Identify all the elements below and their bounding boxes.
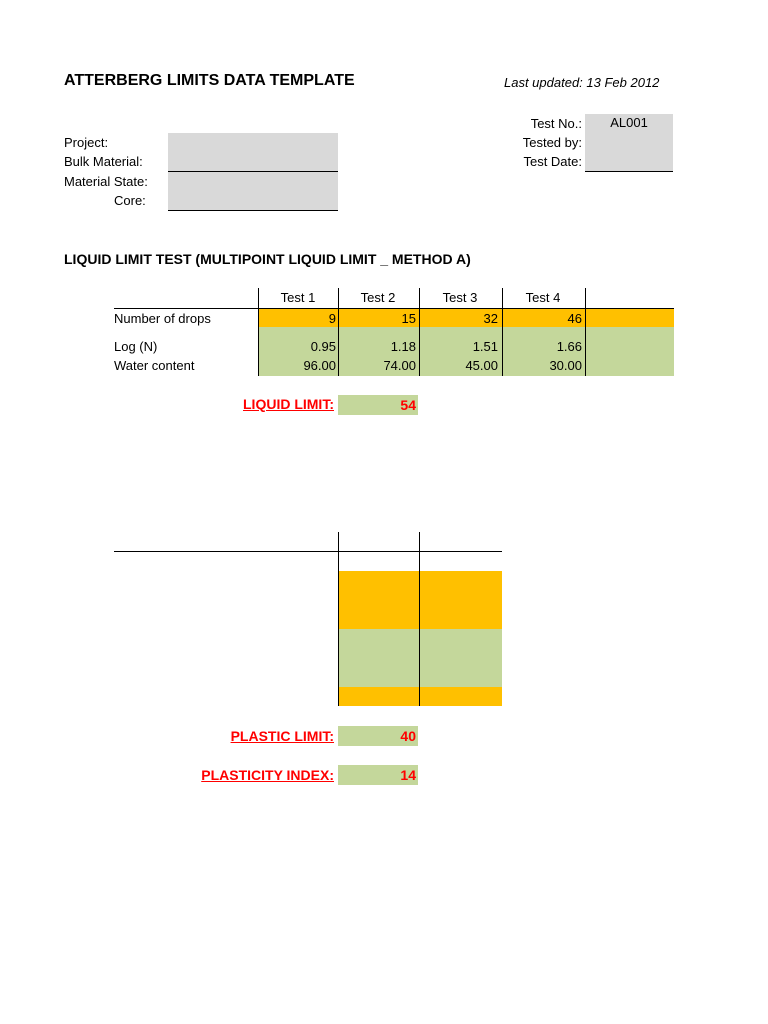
col-header-test-4: Test 4 [525, 290, 561, 305]
plastic-orange-band [338, 571, 502, 629]
liquid-limit-label: LIQUID LIMIT: [243, 396, 334, 412]
core-label: Core: [114, 193, 146, 208]
test-date-field[interactable] [585, 152, 673, 172]
test-no-field[interactable]: AL001 [585, 114, 673, 134]
plasticity-index-label: PLASTICITY INDEX: [201, 767, 334, 783]
plastic-limit-label: PLASTIC LIMIT: [230, 728, 334, 744]
drops-value[interactable]: 32 [483, 311, 498, 326]
water-content-value: 45.00 [465, 358, 498, 373]
col-header-test-1: Test 1 [280, 290, 316, 305]
drops-value[interactable]: 15 [401, 311, 416, 326]
project-label: Project: [64, 135, 109, 150]
test-date-label: Test Date: [523, 154, 582, 169]
test-no-label: Test No.: [530, 116, 582, 131]
drops-value[interactable]: 9 [328, 311, 336, 326]
liquid-limit-section-title: LIQUID LIMIT TEST (MULTIPOINT LIQUID LIMIT _ METHOD A) [64, 251, 471, 267]
plastic-green-band [338, 629, 502, 687]
drops-value[interactable]: 46 [567, 311, 582, 326]
logn-value: 1.51 [472, 339, 498, 354]
row-label-drops: Number of drops [114, 311, 211, 326]
col-header-test-2: Test 2 [360, 290, 396, 305]
last-updated: Last updated: 13 Feb 2012 [504, 75, 660, 90]
page-title: ATTERBERG LIMITS DATA TEMPLATE [64, 72, 355, 89]
bulk-material-label: Bulk Material: [64, 154, 143, 169]
tested-by-label: Tested by: [522, 135, 582, 150]
plastic-orange-band-2 [338, 687, 502, 706]
plasticity-index-value: 14 [338, 765, 418, 785]
material-state-label: Material State: [64, 174, 148, 189]
col-header-test-3: Test 3 [442, 290, 478, 305]
material-state-field[interactable] [168, 172, 338, 192]
logn-value: 1.66 [556, 339, 582, 354]
bulk-material-field[interactable] [168, 152, 338, 172]
water-content-value: 30.00 [549, 358, 582, 373]
logn-value: 1.18 [390, 339, 416, 354]
header-divider [114, 308, 674, 309]
row-label-logn: Log (N) [114, 339, 158, 354]
project-field[interactable] [168, 133, 338, 153]
plastic-limit-value: 40 [338, 726, 418, 746]
plastic-table-divider [114, 551, 502, 552]
col-divider-5 [585, 288, 586, 376]
core-field[interactable] [168, 191, 338, 211]
water-content-value: 96.00 [303, 358, 336, 373]
tested-by-field[interactable] [585, 133, 673, 153]
water-content-value: 74.00 [383, 358, 416, 373]
col-divider-2 [338, 288, 339, 376]
plastic-col-divider-2 [419, 532, 420, 706]
row-label-water: Water content [114, 358, 195, 373]
logn-value: 0.95 [310, 339, 336, 354]
col-divider-3 [419, 288, 420, 376]
col-divider-1 [258, 288, 259, 376]
plastic-col-divider-1 [338, 532, 339, 706]
liquid-limit-value: 54 [338, 395, 418, 415]
col-divider-4 [502, 288, 503, 376]
